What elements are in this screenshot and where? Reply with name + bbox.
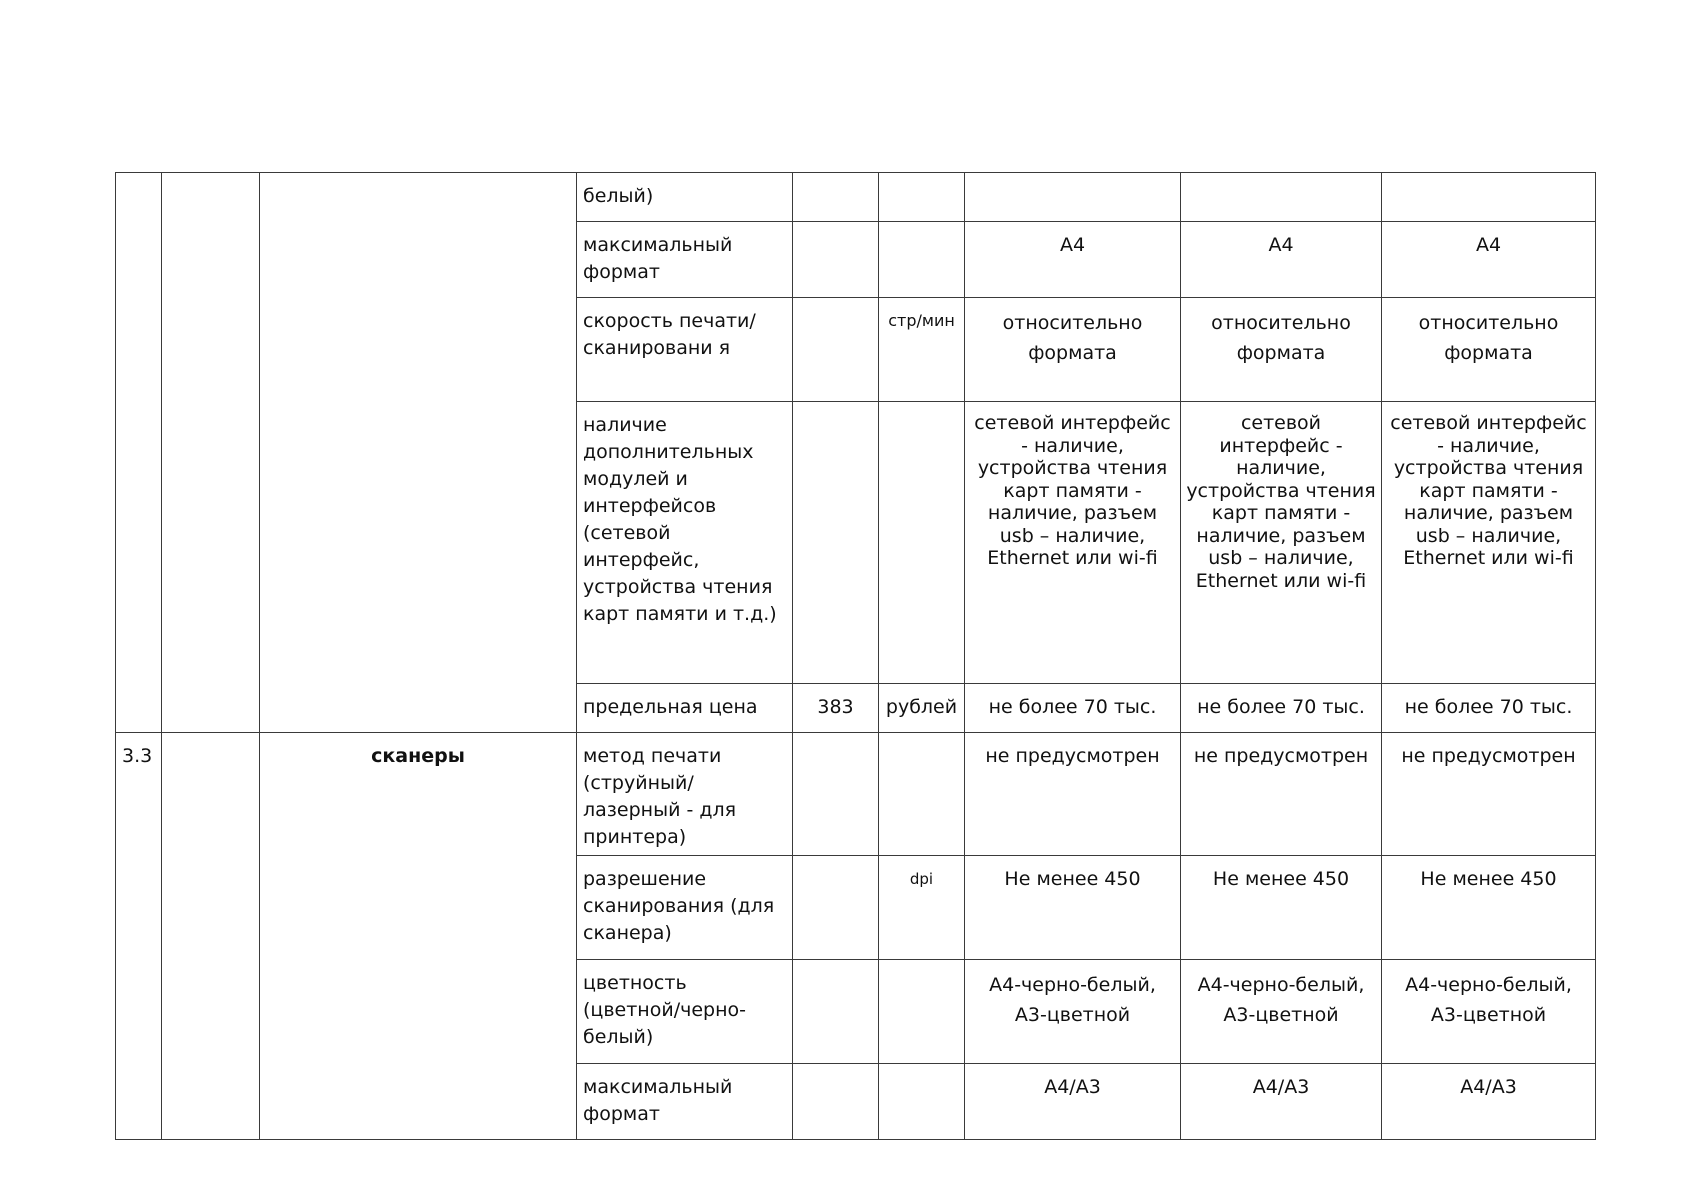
code-cell bbox=[793, 733, 879, 856]
param-cell: метод печати (струйный/лазерный - для принтера) bbox=[577, 733, 793, 856]
section-code-cell bbox=[162, 173, 260, 733]
value-cell: Не менее 450 bbox=[1181, 856, 1382, 960]
param-cell: белый) bbox=[577, 173, 793, 222]
unit-cell bbox=[879, 960, 965, 1064]
code-cell bbox=[793, 222, 879, 298]
code-cell bbox=[793, 856, 879, 960]
value-cell bbox=[1181, 173, 1382, 222]
value-cell: А4 bbox=[1382, 222, 1596, 298]
value-cell: сетевой интерфейс - наличие, устройства чтения карт памяти - наличие, разъем usb – наличие, Ethernet или wi-fi bbox=[965, 402, 1181, 684]
value-cell: сетевой интерфейс - наличие, устройства чтения карт памяти - наличие, разъем usb – наличие, Ethernet или wi-fi bbox=[1382, 402, 1596, 684]
unit-cell: dpi bbox=[879, 856, 965, 960]
value-cell: относительно формата bbox=[1382, 298, 1596, 402]
section-name-cell bbox=[260, 173, 577, 733]
specifications-table bbox=[115, 172, 1596, 1140]
value-cell: А4/А3 bbox=[965, 1064, 1181, 1140]
value-cell bbox=[1382, 173, 1596, 222]
value-cell: не предусмотрен bbox=[965, 733, 1181, 856]
code-cell bbox=[793, 173, 879, 222]
param-cell: цветность (цветной/черно-белый) bbox=[577, 960, 793, 1064]
param-cell: наличие дополнительных модулей и интерфейсов (сетевой интерфейс, устройства чтения карт памяти и т.д.) bbox=[577, 402, 793, 684]
table-row bbox=[116, 173, 1596, 222]
value-cell: А4 bbox=[1181, 222, 1382, 298]
value-cell: сетевой интерфейс - наличие, устройства чтения карт памяти - наличие, разъем usb – наличие, Ethernet или wi-fi bbox=[1181, 402, 1382, 684]
value-cell: относительно формата bbox=[1181, 298, 1382, 402]
section-name-cell: сканеры bbox=[260, 733, 577, 1140]
value-cell: А4/А3 bbox=[1181, 1064, 1382, 1140]
param-cell: максимальный формат bbox=[577, 1064, 793, 1140]
code-cell bbox=[793, 1064, 879, 1140]
unit-cell bbox=[879, 173, 965, 222]
code-cell bbox=[793, 298, 879, 402]
code-cell: 383 bbox=[793, 684, 879, 733]
code-cell bbox=[793, 960, 879, 1064]
value-cell: Не менее 450 bbox=[1382, 856, 1596, 960]
code-cell bbox=[793, 402, 879, 684]
section-code-cell bbox=[162, 733, 260, 1140]
param-cell: предельная цена bbox=[577, 684, 793, 733]
value-cell: А4-черно-белый, А3-цветной bbox=[1181, 960, 1382, 1064]
value-cell: не более 70 тыс. bbox=[965, 684, 1181, 733]
param-cell: разрешение сканирования (для сканера) bbox=[577, 856, 793, 960]
unit-cell bbox=[879, 222, 965, 298]
value-cell: А4-черно-белый, А3-цветной bbox=[1382, 960, 1596, 1064]
unit-cell bbox=[879, 1064, 965, 1140]
value-cell: А4-черно-белый, А3-цветной bbox=[965, 960, 1181, 1064]
value-cell: не более 70 тыс. bbox=[1181, 684, 1382, 733]
value-cell: Не менее 450 bbox=[965, 856, 1181, 960]
section-number-cell bbox=[116, 173, 162, 733]
document-page bbox=[115, 172, 1595, 1140]
section-number-cell: 3.3 bbox=[116, 733, 162, 1140]
value-cell bbox=[965, 173, 1181, 222]
table-row bbox=[116, 733, 1596, 856]
value-cell: А4/А3 bbox=[1382, 1064, 1596, 1140]
unit-cell: стр/мин bbox=[879, 298, 965, 402]
unit-cell bbox=[879, 733, 965, 856]
value-cell: не предусмотрен bbox=[1382, 733, 1596, 856]
unit-cell bbox=[879, 402, 965, 684]
value-cell: не предусмотрен bbox=[1181, 733, 1382, 856]
unit-cell: рублей bbox=[879, 684, 965, 733]
value-cell: не более 70 тыс. bbox=[1382, 684, 1596, 733]
param-cell: максимальный формат bbox=[577, 222, 793, 298]
value-cell: относительно формата bbox=[965, 298, 1181, 402]
value-cell: А4 bbox=[965, 222, 1181, 298]
param-cell: скорость печати/сканировани я bbox=[577, 298, 793, 402]
